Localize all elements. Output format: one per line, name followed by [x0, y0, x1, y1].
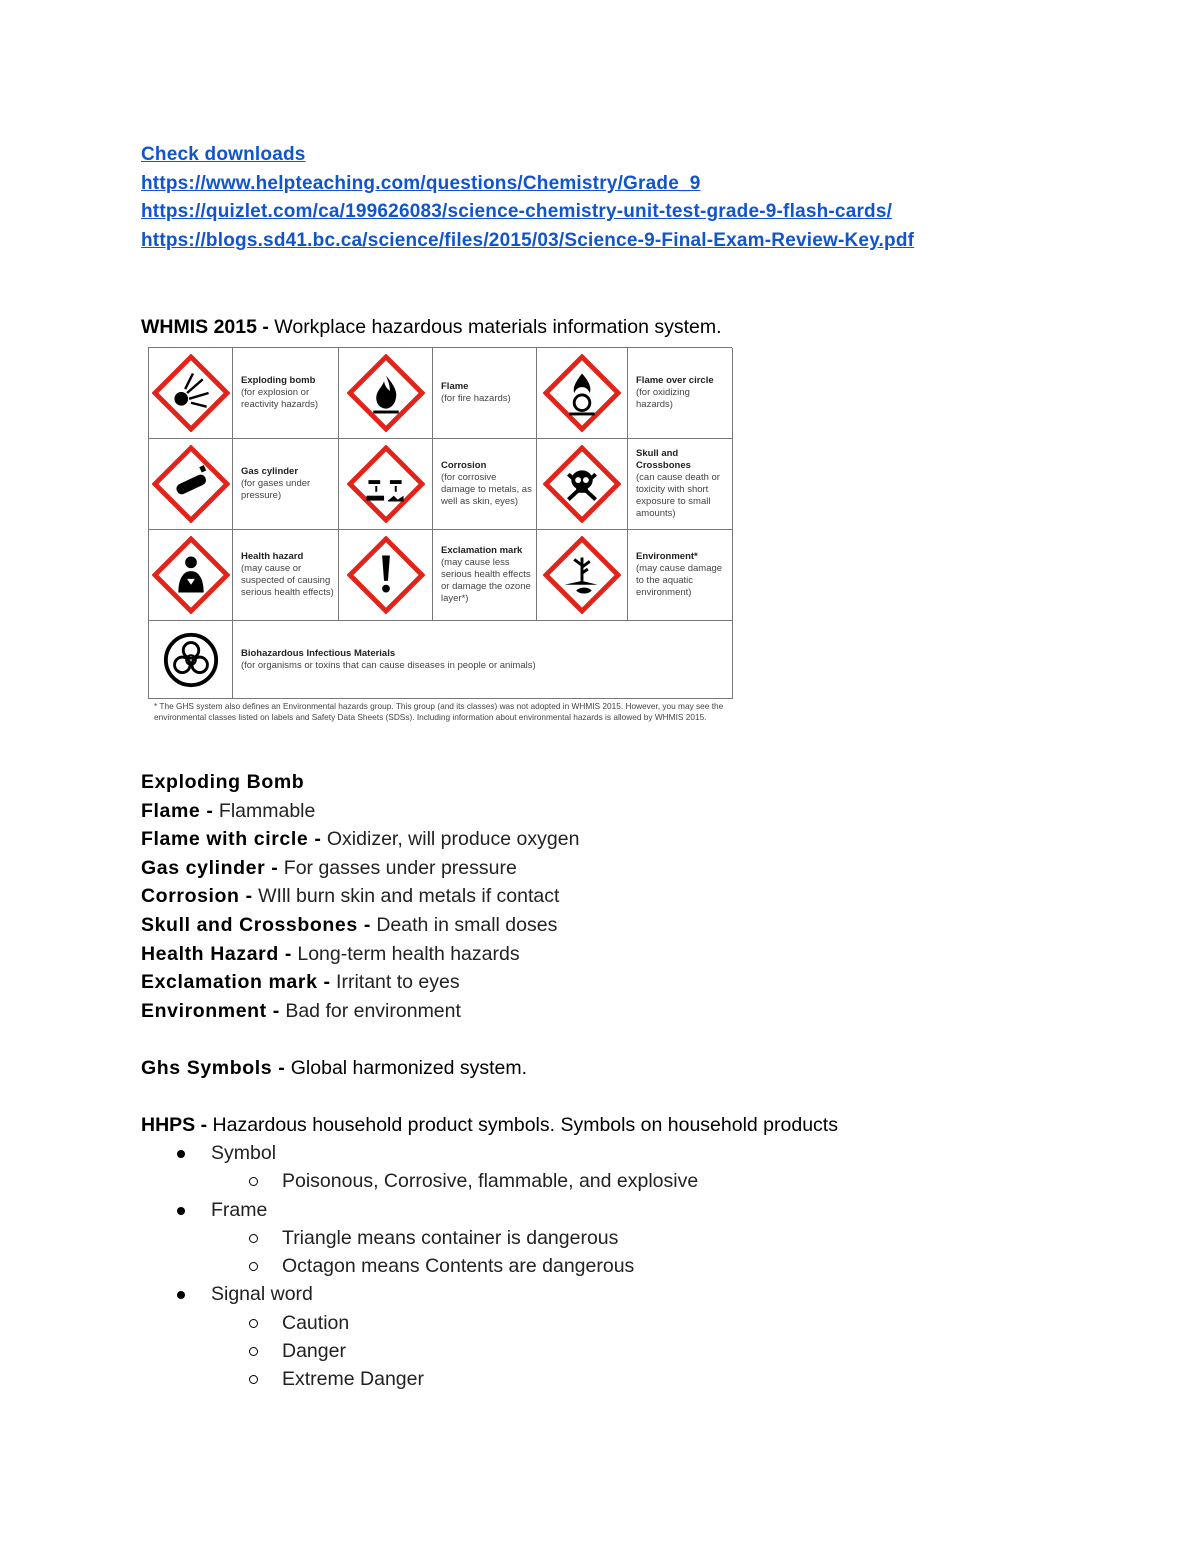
- hhps-desc: Hazardous household product symbols. Symbols on household products: [207, 1114, 838, 1136]
- sub-list-item-label: Caution: [282, 1311, 350, 1334]
- sub-list-item: [0, 1309, 698, 1337]
- pictogram-name: Gas cylinder: [241, 466, 299, 477]
- exclamation-mark-icon: [339, 530, 433, 621]
- definition-desc: WIll burn skin and metals if contact: [252, 885, 560, 908]
- definition-desc: Flammable: [213, 799, 316, 822]
- ghs-pictogram-table: [148, 347, 732, 722]
- whmis-term: WHMIS 2015 -: [141, 316, 269, 338]
- definition-row: [141, 940, 579, 969]
- hhps-definition: [141, 1111, 838, 1139]
- definition-row: [141, 882, 579, 911]
- sub-list-item: [0, 1252, 698, 1280]
- pictogram-desc: [433, 439, 537, 530]
- hollow-bullet-icon: [249, 1347, 258, 1356]
- exploding-bomb-icon: [149, 348, 233, 439]
- ghs-footnote: * The GHS system also defines an Environmental hazards group. This group (and its classes) was not adopted in WHMIS 2015. However, you may see the environmental classes listed on labels and Safety Data Sheets (SDSs). Including information about environmental hazards is allowed by WHMIS 2015.: [154, 701, 724, 722]
- definition-desc: Oxidizer, will produce oxygen: [321, 828, 580, 851]
- definition-desc: For gasses under pressure: [278, 856, 517, 879]
- pictogram-text: (can cause death or toxicity with short exposure to small amounts): [636, 472, 720, 519]
- health-hazard-icon: [149, 530, 233, 621]
- definition-term: Exploding Bomb: [141, 771, 305, 793]
- sd41-review-key-link[interactable]: https://blogs.sd41.bc.ca/science/files/2015/03/Science-9-Final-Exam-Review-Key.pdf: [141, 229, 915, 251]
- definition-row: [141, 968, 579, 997]
- list-item: [0, 1196, 698, 1224]
- pictogram-name: Environment*: [636, 551, 698, 562]
- flame-icon: [339, 348, 433, 439]
- sub-list-item-label: Danger: [282, 1340, 346, 1363]
- pictogram-name: Exclamation mark: [441, 545, 523, 556]
- definition-row: [141, 911, 579, 940]
- pictogram-desc: [628, 530, 733, 621]
- biohazard-icon: [149, 621, 233, 699]
- whmis-definition: [141, 313, 722, 341]
- sub-list-item-label: Octagon means Contents are dangerous: [282, 1255, 635, 1278]
- skull-crossbones-icon: [537, 439, 628, 530]
- sub-list-item: [0, 1337, 698, 1365]
- helpteaching-link[interactable]: https://www.helpteaching.com/questions/Chemistry/Grade_9: [141, 172, 701, 194]
- definition-desc: Death in small doses: [370, 913, 558, 936]
- pictogram-text: (for explosion or reactivity hazards): [241, 387, 319, 410]
- sub-list-item: [0, 1224, 698, 1252]
- pictogram-desc: [433, 530, 537, 621]
- pictogram-text: (for fire hazards): [441, 393, 511, 404]
- list-item-label: Frame: [211, 1198, 268, 1221]
- biohazard-text: (for organisms or toxins that can cause diseases in people or animals): [241, 659, 536, 671]
- definition-term: Flame with circle -: [141, 828, 322, 851]
- pictogram-desc: [233, 439, 339, 530]
- pictogram-name: Exploding bomb: [241, 375, 316, 386]
- pictogram-text: (may cause or suspected of causing serious health effects): [241, 563, 334, 598]
- check-downloads-link[interactable]: Check downloads: [141, 144, 306, 165]
- list-item-label: Symbol: [211, 1142, 277, 1164]
- sub-list-item: [0, 1167, 698, 1195]
- definition-row: [141, 797, 579, 826]
- hollow-bullet-icon: [249, 1319, 258, 1328]
- list-item: [0, 1139, 698, 1167]
- definition-desc: Irritant to eyes: [330, 971, 460, 994]
- biohazard-desc: [233, 621, 733, 699]
- definition-term: Gas cylinder -: [141, 856, 279, 879]
- ghs-symbols-desc: Global harmonized system.: [285, 1057, 528, 1079]
- list-item-label: Signal word: [211, 1283, 313, 1306]
- hhps-term: HHPS -: [141, 1114, 208, 1136]
- pictogram-text: (may cause damage to the aquatic environment): [636, 563, 723, 598]
- hollow-bullet-icon: [249, 1375, 258, 1384]
- pictogram-name: Corrosion: [441, 460, 487, 471]
- definition-row: [141, 825, 579, 854]
- bullet-icon: [177, 1207, 185, 1215]
- pictogram-definitions: [141, 768, 579, 1025]
- pictogram-text: (for corrosive damage to metals, as well as skin, eyes): [441, 472, 532, 507]
- whmis-desc: Workplace hazardous materials information system.: [268, 316, 722, 338]
- bullet-icon: [177, 1150, 185, 1158]
- definition-term: Environment -: [141, 999, 280, 1022]
- definition-desc: Long-term health hazards: [291, 942, 520, 965]
- hollow-bullet-icon: [249, 1234, 258, 1243]
- definition-term: Health Hazard -: [141, 942, 292, 965]
- definition-row: [141, 854, 579, 883]
- pictogram-desc: [628, 439, 733, 530]
- list-item: [0, 1280, 698, 1308]
- biohazard-name: Biohazardous Infectious Materials: [241, 647, 396, 659]
- quizlet-link[interactable]: https://quizlet.com/ca/199626083/science-chemistry-unit-test-grade-9-flash-cards/: [141, 201, 893, 223]
- ghs-symbols-term: Ghs Symbols -: [141, 1057, 286, 1079]
- definition-term: Flame -: [141, 799, 214, 822]
- pictogram-name: Skull and Crossbones: [636, 448, 691, 471]
- pictogram-desc: [433, 348, 537, 439]
- ghs-symbols-definition: [141, 1054, 527, 1082]
- sub-list-item-label: Extreme Danger: [282, 1368, 424, 1391]
- hhps-list: [0, 1139, 698, 1394]
- definition-term: Corrosion -: [141, 885, 253, 908]
- pictogram-desc: [233, 530, 339, 621]
- hollow-bullet-icon: [249, 1177, 258, 1186]
- gas-cylinder-icon: [149, 439, 233, 530]
- pictogram-desc: [233, 348, 339, 439]
- pictogram-text: (for oxidizing hazards): [636, 387, 690, 410]
- definition-row: [141, 997, 579, 1026]
- pictogram-text: (may cause less serious health effects or damage the ozone layer*): [441, 557, 531, 604]
- sub-list-item-label: Poisonous, Corrosive, flammable, and explosive: [282, 1170, 699, 1193]
- pictogram-text: (for gases under pressure): [241, 478, 311, 501]
- environment-icon: [537, 530, 628, 621]
- definition-row: [141, 768, 579, 797]
- pictogram-desc: [628, 348, 733, 439]
- corrosion-icon: [339, 439, 433, 530]
- definition-term: Skull and Crossbones -: [141, 913, 371, 936]
- sub-list-item: [0, 1365, 698, 1393]
- biohazard-row: [148, 621, 732, 699]
- pictogram-grid: [148, 347, 732, 621]
- bullet-icon: [177, 1291, 185, 1299]
- sub-list-item-label: Triangle means container is dangerous: [282, 1226, 619, 1249]
- pictogram-name: Flame over circle: [636, 375, 714, 386]
- reference-links: [141, 141, 914, 255]
- definition-desc: Bad for environment: [279, 999, 461, 1022]
- hollow-bullet-icon: [249, 1262, 258, 1271]
- pictogram-name: Health hazard: [241, 551, 304, 562]
- pictogram-name: Flame: [441, 381, 469, 392]
- flame-over-circle-icon: [537, 348, 628, 439]
- definition-term: Exclamation mark -: [141, 971, 331, 994]
